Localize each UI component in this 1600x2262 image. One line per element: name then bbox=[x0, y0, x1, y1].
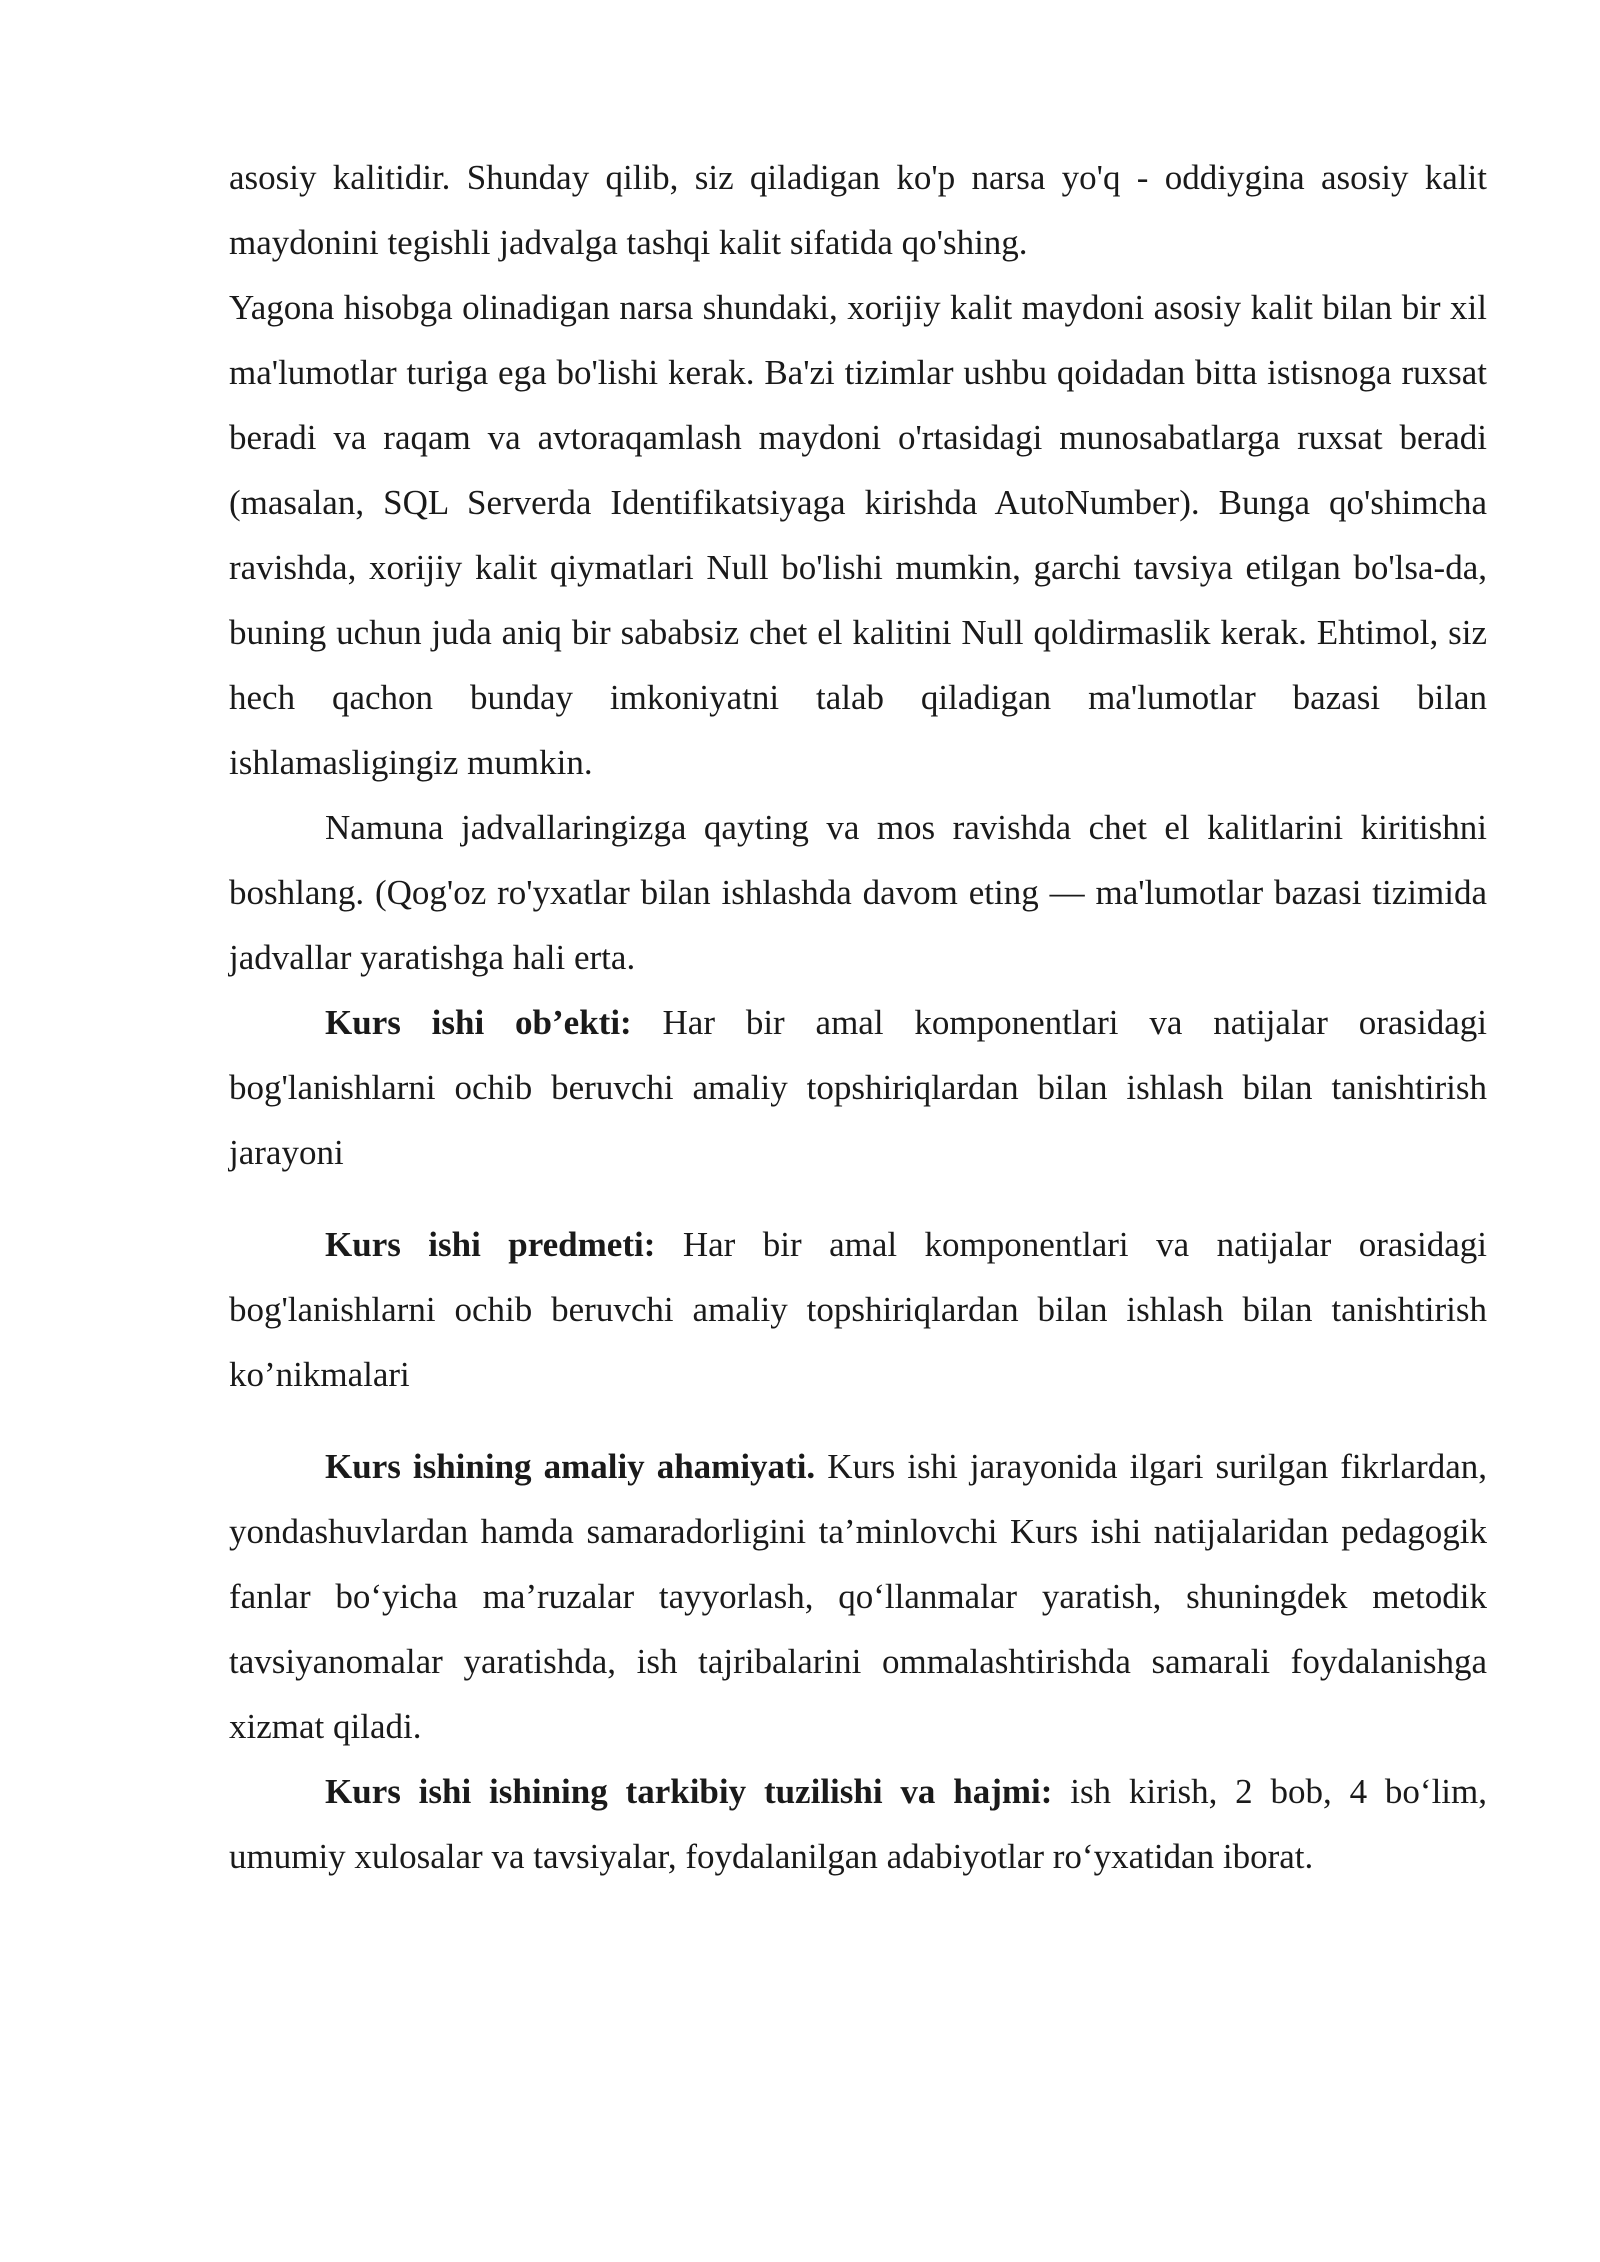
paragraph-sample-tables bbox=[229, 795, 1487, 990]
paragraph-course-subject bbox=[229, 1212, 1487, 1407]
paragraph-lead-bold: Kurs ishi ob’ekti: bbox=[325, 1003, 632, 1042]
paragraph-lead-bold: Kurs ishi ishining tarkibiy tuzilishi va hajmi: bbox=[325, 1772, 1053, 1811]
paragraph-text: Har bir amal komponentlari va natijalar orasidagi bog'lanishlarni ochib beruvchi amaliy topshiriqlardan bilan ishlash bilan tanishtirish ko’nikmalari bbox=[229, 1225, 1487, 1394]
paragraph-text: ish kirish, 2 bob, 4 bo‘lim, umumiy xulosalar va tavsiyalar, foydalanilgan adabiyotlar ro‘yxatidan iborat. bbox=[229, 1772, 1487, 1876]
paragraph-text: Har bir amal komponentlari va natijalar orasidagi bog'lanishlarni ochib beruvchi amaliy topshiriqlardan bilan ishlash bilan tanishtirish jarayoni bbox=[229, 1003, 1487, 1172]
paragraph-text: asosiy kalitidir. Shunday qilib, siz qiladigan ko'p narsa yo'q - oddiygina asosiy kalit maydonini tegishli jadvalga tashqi kalit sifatida qo'shing. bbox=[229, 158, 1487, 262]
paragraph-primary-key-continuation bbox=[229, 145, 1487, 275]
paragraph-text: Kurs ishi jarayonida ilgari surilgan fikrlardan, yondashuvlardan hamda samaradorligini ta’minlovchi Kurs ishi natijalaridan pedagogik fanlar bo‘yicha ma’ruzalar tayyorlash, qo‘llanmalar yaratish, shuningdek metodik tavsiyanomalar yaratishda, ish tajribalarini ommalashtirishda samarali foydalanishga xizmat qiladi. bbox=[229, 1447, 1487, 1746]
paragraph-structure-volume bbox=[229, 1759, 1487, 1889]
paragraph-foreign-key-type bbox=[229, 275, 1487, 795]
paragraph-lead-bold: Kurs ishi predmeti: bbox=[325, 1225, 656, 1264]
paragraph-text: Yagona hisobga olinadigan narsa shundaki, xorijiy kalit maydoni asosiy kalit bilan bir xil ma'lumotlar turiga ega bo'lishi kerak. Ba'zi tizimlar ushbu qoidadan bitta istisnoga ruxsat beradi va raqam va avtoraqamlash maydoni o'rtasidagi munosabatlarga ruxsat beradi (masalan, SQL Serverda Identifikatsiyaga kirishda AutoNumber). Bunga qo'shimcha ravishda, xorijiy kalit qiymatlari Null bo'lishi mumkin, garchi tavsiya etilgan bo'lsa-da, buning uchun juda aniq bir sababsiz chet el kalitini Null qoldirmaslik kerak. Ehtimol, siz hech qachon bunday imkoniyatni talab qiladigan ma'lumotlar bazasi bilan ishlamasligingiz mumkin. bbox=[229, 288, 1487, 782]
paragraph-practical-significance bbox=[229, 1434, 1487, 1759]
document-page bbox=[229, 145, 1487, 1889]
paragraph-text: Namuna jadvallaringizga qayting va mos ravishda chet el kalitlarini kiritishni boshlang. (Qog'oz ro'yxatlar bilan ishlashda davom eting — ma'lumotlar bazasi tizimida jadvallar yaratishga hali erta. bbox=[229, 808, 1487, 977]
paragraph-course-object bbox=[229, 990, 1487, 1185]
paragraph-lead-bold: Kurs ishining amaliy ahamiyati. bbox=[325, 1447, 816, 1486]
